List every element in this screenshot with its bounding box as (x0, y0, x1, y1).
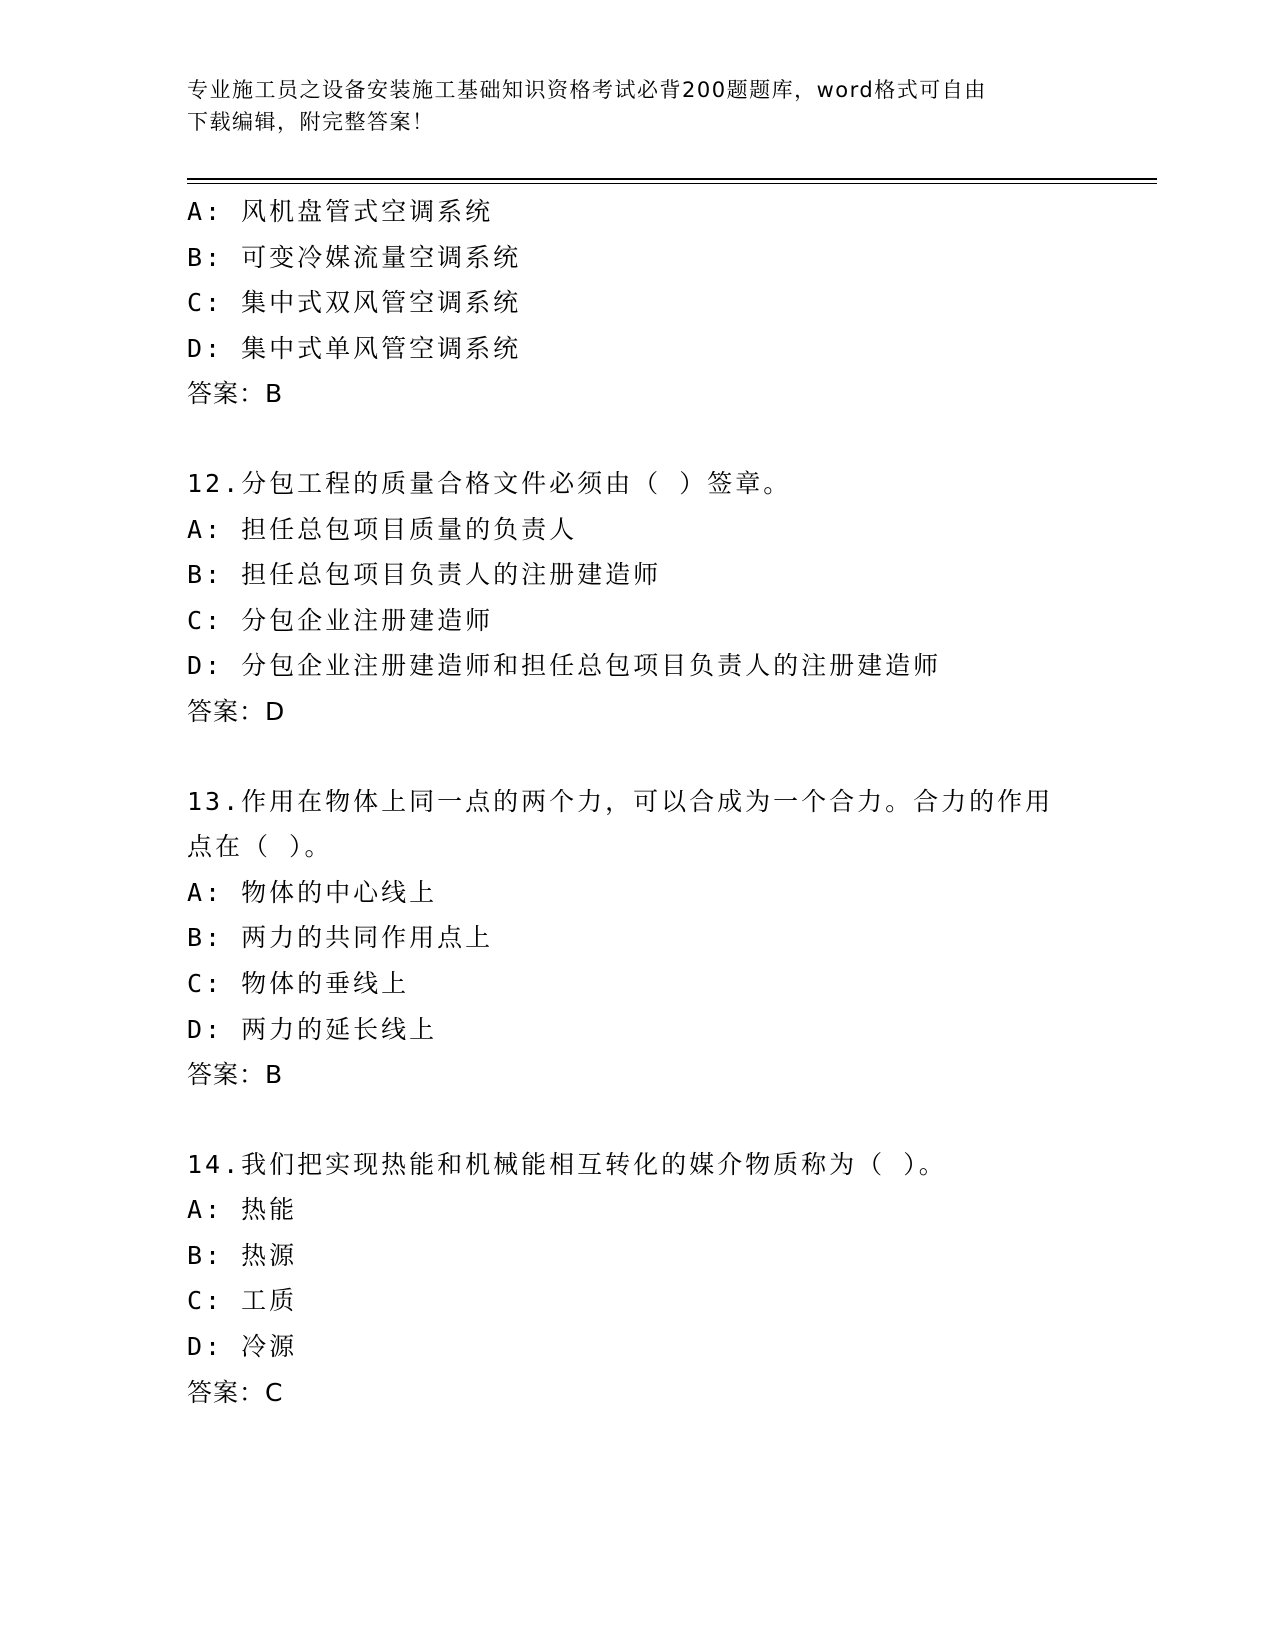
header-line-2: 下载编辑，附完整答案！ (187, 110, 435, 134)
answer-line: 答案：B (187, 379, 284, 409)
spacer (187, 417, 1087, 461)
option-d: D: 冷源 (187, 1332, 298, 1362)
answer-line: 答案：D (187, 696, 286, 726)
option-c: C: 分包企业注册建造师 (187, 605, 494, 635)
document-header (187, 74, 1067, 138)
option-c: C: 集中式双风管空调系统 (187, 288, 522, 318)
question-text-line-2: 点在（ ）。 (187, 832, 333, 862)
option-b: B: 两力的共同作用点上 (187, 923, 494, 953)
question-block-14 (187, 1142, 1087, 1416)
header-divider-thin (187, 183, 1157, 184)
header-divider-thick (187, 178, 1157, 180)
option-a: A: 物体的中心线上 (187, 877, 438, 907)
option-a: A: 热能 (187, 1195, 298, 1225)
option-c: C: 工质 (187, 1286, 298, 1316)
option-d: D: 两力的延长线上 (187, 1014, 438, 1044)
question-list (187, 189, 1087, 1415)
option-d: D: 集中式单风管空调系统 (187, 333, 522, 363)
answer-line: 答案：B (187, 1060, 284, 1090)
answer-line: 答案：C (187, 1377, 284, 1407)
option-b: B: 担任总包项目负责人的注册建造师 (187, 560, 662, 590)
option-d: D: 分包企业注册建造师和担任总包项目负责人的注册建造师 (187, 651, 942, 681)
question-block-12 (187, 461, 1087, 735)
option-a: A: 担任总包项目质量的负责人 (187, 514, 578, 544)
question-block-11 (187, 189, 1087, 417)
option-b: B: 可变冷媒流量空调系统 (187, 242, 522, 272)
option-b: B: 热源 (187, 1240, 298, 1270)
spacer (187, 1098, 1087, 1142)
question-text: 14.我们把实现热能和机械能相互转化的媒介物质称为（ ）。 (187, 1149, 947, 1179)
question-block-13 (187, 779, 1087, 1098)
option-c: C: 物体的垂线上 (187, 968, 410, 998)
option-a: A: 风机盘管式空调系统 (187, 197, 494, 226)
question-text: 12.分包工程的质量合格文件必须由（ ）签章。 (187, 468, 792, 498)
header-line-1: 专业施工员之设备安装施工基础知识资格考试必背200题题库，word格式可自由 (187, 78, 987, 102)
spacer (187, 735, 1087, 779)
question-text-line-1: 13.作用在物体上同一点的两个力，可以合成为一个合力。合力的作用 (187, 786, 1054, 816)
